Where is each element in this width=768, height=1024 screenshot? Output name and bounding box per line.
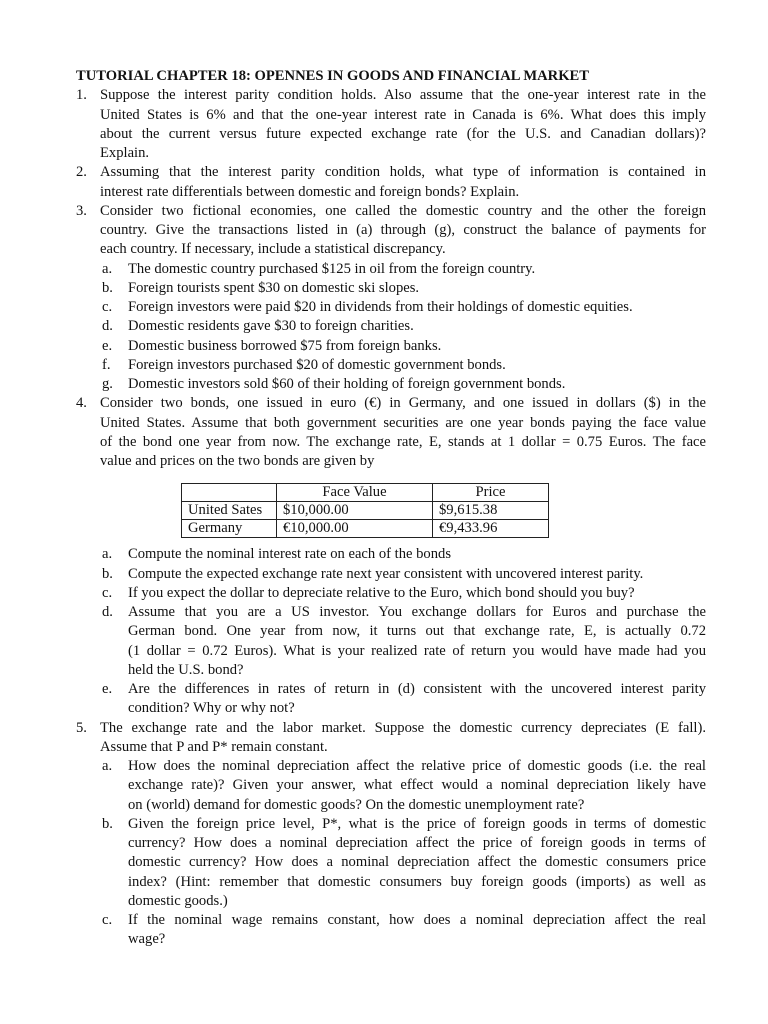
- question-4-part-d-text: (1 dollar = 0.72 Euros). What is your realized rate of return you would have made had you: [128, 642, 706, 659]
- question-4-part-a-text: Compute the nominal interest rate on each of the bonds: [128, 546, 452, 563]
- question-5-part-a-number: a.: [102, 758, 113, 774]
- question-5-part-c-line: [76, 930, 706, 949]
- question-3-part-b-text: Foreign tourists spent $30 on domestic ski slopes.: [128, 279, 420, 296]
- question-5-part-c-line: [76, 911, 706, 930]
- question-1-line: [76, 86, 706, 105]
- question-5-part-a-line: [76, 776, 706, 795]
- table-cell: €9,433.96: [433, 520, 549, 538]
- question-4-part-e-text: Are the differences in rates of return in (d) consistent with the uncovered interest parity: [128, 681, 706, 697]
- question-5-line: [76, 738, 706, 757]
- question-3-part-e-number: e.: [102, 337, 113, 354]
- question-5-part-b-line: [76, 892, 706, 911]
- table-cell: $9,615.38: [433, 502, 549, 520]
- table-cell: United Sates: [182, 502, 277, 520]
- question-1-line: [76, 106, 706, 125]
- question-1-text: Suppose the interest parity condition holds. Also assume that the one-year interest rate in the: [100, 87, 706, 104]
- question-5-part-c-text: If the nominal wage remains constant, how does a nominal depreciation affect the real: [128, 912, 706, 928]
- question-3-part-e-line: [76, 337, 706, 356]
- question-3-line: [76, 240, 706, 259]
- question-4-part-d-line: [76, 661, 706, 680]
- question-2-text: interest rate differentials between domestic and foreign bonds? Explain.: [100, 183, 520, 200]
- question-3-part-f-text: Foreign investors purchased $20 of domestic government bonds.: [128, 356, 506, 373]
- question-3-part-g-line: [76, 375, 706, 394]
- question-4-part-b-number: b.: [102, 565, 113, 582]
- question-4-number: 4.: [76, 395, 87, 412]
- question-4-part-d-text: held the U.S. bond?: [128, 661, 244, 678]
- question-1-text: United States is 6% and that the one-year interest rate in Canada is 6%. What does this imply: [100, 106, 706, 123]
- question-5-part-a-line: [76, 796, 706, 815]
- question-5-part-a-text: on (world) demand for domestic goods? On the domestic unemployment rate?: [128, 796, 585, 813]
- question-4-part-e-text: condition? Why or why not?: [128, 700, 295, 717]
- question-5-part-b-text: domestic goods.): [128, 892, 228, 909]
- question-3-part-c-line: [76, 298, 706, 317]
- question-1-line: [76, 144, 706, 163]
- table-row: [182, 502, 549, 520]
- question-5-line: [76, 719, 706, 738]
- question-4-part-d-text: Assume that you are a US investor. You exchange dollars for Euros and purchase the: [128, 604, 706, 620]
- question-4-part-d-line: [76, 622, 706, 641]
- question-4-part-b-text: Compute the expected exchange rate next year consistent with uncovered interest parity.: [128, 565, 644, 582]
- question-4-text: value and prices on the two bonds are given by: [100, 453, 375, 469]
- question-5-part-b-text: Given the foreign price level, P*, what is the price of foreign goods in terms of domestic: [128, 815, 706, 832]
- question-3-part-c-number: c.: [102, 299, 113, 315]
- question-3-part-f-line: [76, 356, 706, 375]
- question-3-line: [76, 221, 706, 240]
- question-3-part-d-number: d.: [102, 318, 113, 335]
- question-4-part-a-number: a.: [102, 546, 113, 563]
- question-2-number: 2.: [76, 164, 87, 181]
- question-4-part-c-line: [76, 584, 706, 603]
- table-cell: €10,000.00: [277, 520, 433, 538]
- question-4-text: Consider two bonds, one issued in euro (€) in Germany, and one issued in dollars ($) in the: [100, 395, 706, 412]
- question-3-part-g-number: g.: [102, 376, 113, 392]
- question-5-part-c-number: c.: [102, 912, 113, 928]
- bond-table: [181, 483, 549, 538]
- document-title: TUTORIAL CHAPTER 18: OPENNES IN GOODS AND FINANCIAL MARKET: [76, 68, 590, 84]
- question-5-part-b-text: domestic currency? How does a nominal depreciation affect the domestic consumers price: [128, 854, 706, 871]
- question-1-number: 1.: [76, 87, 87, 104]
- question-4-line: [76, 452, 706, 471]
- question-3-part-a-line: [76, 260, 706, 279]
- question-4-part-d-number: d.: [102, 604, 113, 620]
- question-3-part-f-number: f.: [102, 356, 111, 373]
- question-5-part-c-text: wage?: [128, 931, 166, 948]
- question-3-part-d-line: [76, 317, 706, 336]
- question-2-line: [76, 183, 706, 202]
- question-2-text: Assuming that the interest parity condition holds, what type of information is contained in: [100, 164, 706, 181]
- question-5-part-a-text: How does the nominal depreciation affect the relative price of domestic goods (i.e. the real: [128, 758, 706, 774]
- table-header-cell: Face Value: [277, 484, 433, 502]
- question-5-part-b-line: [76, 853, 706, 872]
- question-4-part-c-number: c.: [102, 584, 113, 601]
- question-2-line: [76, 163, 706, 182]
- table-header-row: [182, 484, 549, 502]
- question-1-text: about the current versus future expected exchange rate (for the U.S. and Canadian dollars)?: [100, 125, 706, 142]
- question-4-part-d-line: [76, 603, 706, 622]
- question-4-line: [76, 433, 706, 452]
- question-4-text: United States. Assume that both government securities are one year bonds paying the face value: [100, 414, 706, 431]
- question-3-text: each country. If necessary, include a statistical discrepancy.: [100, 241, 446, 258]
- question-1-text: Explain.: [100, 145, 150, 161]
- question-5-part-a-line: [76, 757, 706, 776]
- question-3-part-d-text: Domestic residents gave $30 to foreign charities.: [128, 318, 414, 335]
- question-5-part-b-line: [76, 834, 706, 853]
- question-5-part-b-text: index? (Hint: remember that domestic consumers buy foreign goods (imports) as well as: [128, 873, 706, 890]
- question-5-number: 5.: [76, 719, 87, 736]
- document-content: [76, 67, 706, 950]
- question-3-part-e-text: Domestic business borrowed $75 from foreign banks.: [128, 337, 442, 354]
- table-cell: $10,000.00: [277, 502, 433, 520]
- table-header-cell: Price: [433, 484, 549, 502]
- question-4-part-d-line: [76, 642, 706, 661]
- question-4-part-a-line: [76, 545, 706, 564]
- question-3-number: 3.: [76, 202, 87, 219]
- question-5-part-b-line: [76, 815, 706, 834]
- question-4-line: [76, 394, 706, 413]
- question-4-line: [76, 414, 706, 433]
- question-4-text: of the bond one year from now. The exchange rate, E, stands at 1 dollar = 0.75 Euros. The face: [100, 433, 706, 450]
- question-3-part-c-text: Foreign investors were paid $20 in dividends from their holdings of domestic equities.: [128, 299, 633, 315]
- question-5-part-b-text: currency? How does a nominal depreciation affect the price of foreign goods in terms of: [128, 835, 706, 851]
- question-4-part-e-number: e.: [102, 681, 113, 697]
- question-3-text: Consider two fictional economies, one called the domestic country and the other the foreign: [100, 202, 706, 219]
- table-row: [182, 520, 549, 538]
- question-3-part-a-number: a.: [102, 260, 113, 277]
- question-3-part-a-text: The domestic country purchased $125 in oil from the foreign country.: [128, 260, 536, 277]
- question-4-part-b-line: [76, 565, 706, 584]
- question-3-part-b-line: [76, 279, 706, 298]
- table-cell: Germany: [182, 520, 277, 538]
- question-5-part-b-number: b.: [102, 815, 113, 832]
- question-5-text: The exchange rate and the labor market. Suppose the domestic currency depreciates (E fall).: [100, 719, 706, 736]
- question-5-part-a-text: exchange rate)? Given your answer, what effect would a nominal depreciation likely have: [128, 777, 706, 794]
- question-3-part-g-text: Domestic investors sold $60 of their holding of foreign government bonds.: [128, 376, 566, 392]
- question-4-part-d-text: German bond. One year from now, it turns out that exchange rate, E, is actually 0.72: [128, 623, 706, 640]
- question-3-line: [76, 202, 706, 221]
- question-3-part-b-number: b.: [102, 279, 113, 296]
- question-3-text: country. Give the transactions listed in (a) through (g), construct the balance of payments for: [100, 222, 706, 238]
- question-4-part-e-line: [76, 680, 706, 699]
- question-5-part-b-line: [76, 873, 706, 892]
- question-5-text: Assume that P and P* remain constant.: [100, 738, 328, 755]
- question-4-part-e-line: [76, 699, 706, 718]
- table-header-cell: [182, 484, 277, 502]
- question-1-line: [76, 125, 706, 144]
- question-4-part-c-text: If you expect the dollar to depreciate relative to the Euro, which bond should you buy?: [128, 584, 635, 601]
